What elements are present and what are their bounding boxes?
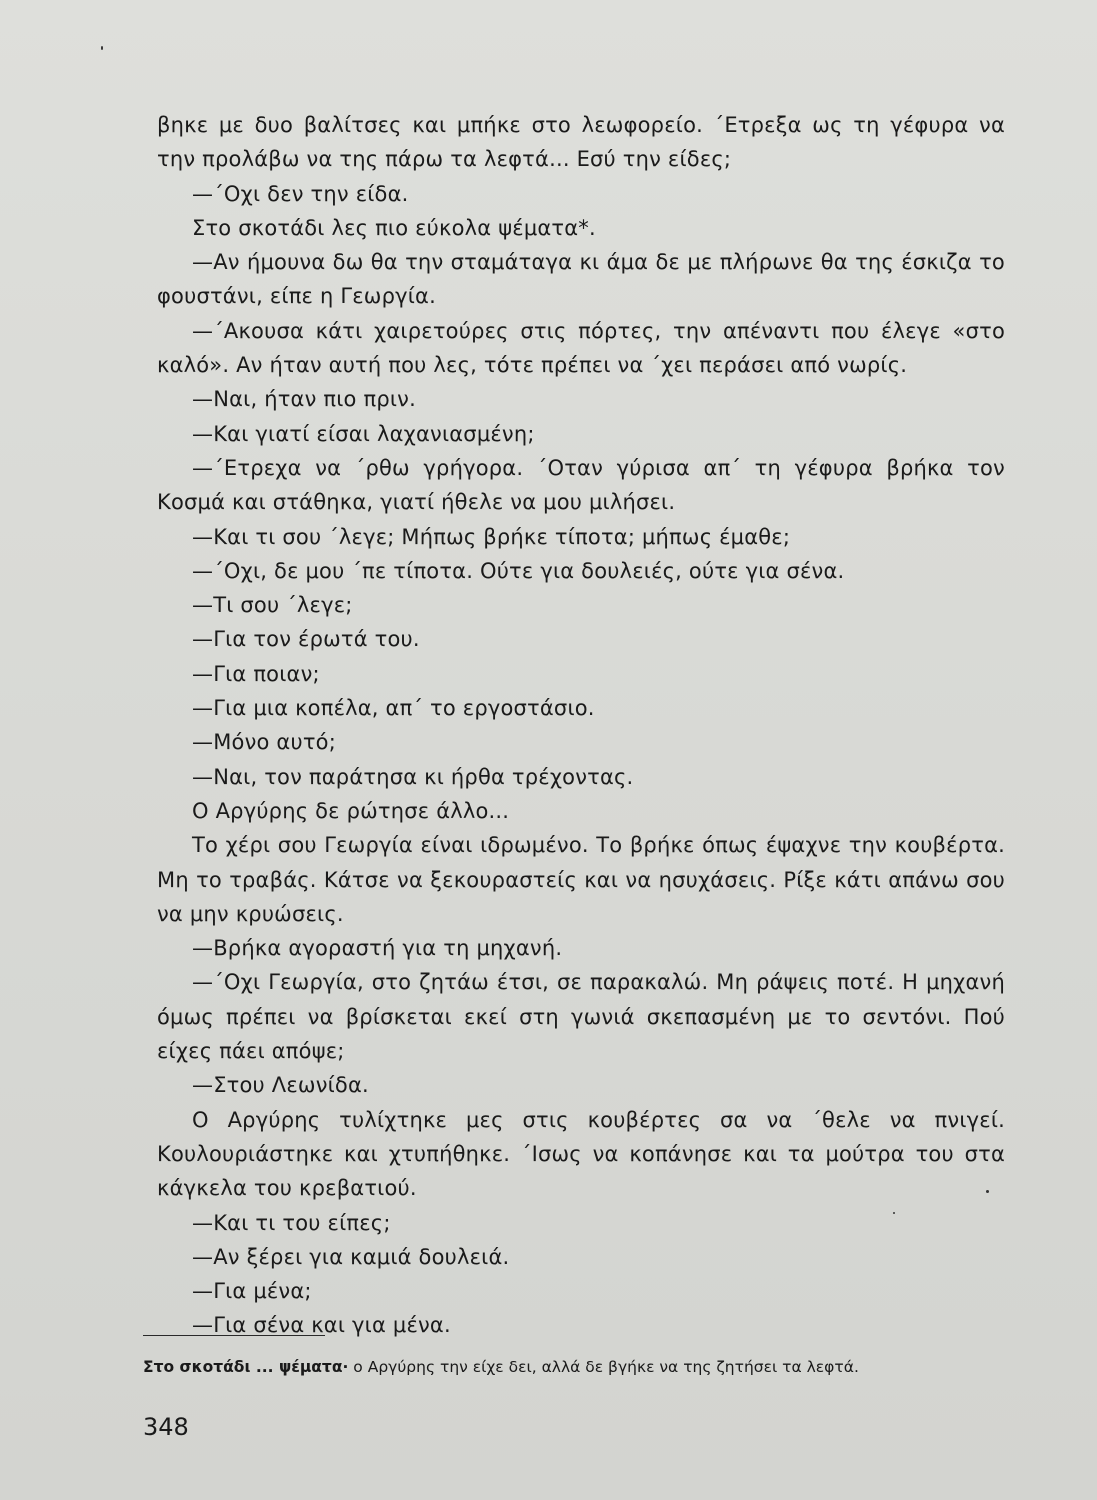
paragraph: —Για σένα και για μένα. (192, 1313, 451, 1338)
paragraph: Το χέρι σου Γεωργία είναι ιδρωμένο. Το βρήκε όπως έψαχνε την κουβέρτα. Μη το τραβάς. Κάτσε να ξεκουραστείς και να ησυχάσεις. Ρίξε κάτι απάνω σου να μην κρυώσεις. (157, 833, 1005, 926)
paragraph: Ο Αργύρης τυλίχτηκε μες στις κουβέρτες σα να ΄θελε να πνιγεί. Κουλουριάστηκε και χτυπήθηκε. ΄Ισως να κοπάνησε και τα μούτρα του στα κάγκελα του κρεβατιού. (157, 1107, 1005, 1201)
paragraph: —Αν ξέρει για καμιά δουλειά. (192, 1244, 510, 1269)
footnote-reference: Στο σκοτάδι ... ψέματα· (143, 1358, 349, 1376)
paragraph: —΄Οχι Γεωργία, στο ζητάω έτσι, σε παρακαλώ. Μη ράψεις ποτέ. Η μηχανή όμως πρέπει να βρίσκεται εκεί στη γωνιά σκεπασμένη με το σεντόνι. Πού είχες πάει απόψε; (157, 970, 1005, 1064)
paragraph: —Ναι, ήταν πιο πριν. (192, 387, 416, 412)
paragraph: —Στου Λεωνίδα. (192, 1073, 369, 1098)
footnote (143, 1356, 1023, 1378)
paragraph: —Για μένα; (192, 1279, 312, 1304)
paper-speck (101, 46, 103, 50)
paragraph: —Για ποιαν; (192, 661, 320, 686)
paragraph: —Για μια κοπέλα, απ΄ το εργοστάσιο. (192, 696, 595, 721)
paragraph: βηκε με δυο βαλίτσες και μπήκε στο λεωφορείο. ΄Ετρεξα ως τη γέφυρα να την προλάβω να της πάρω τα λεφτά... Εσύ την είδες; (157, 113, 1005, 172)
paragraph: —Αν ήμουνα δω θα την σταμάταγα κι άμα δε με πλήρωνε θα της έσκιζα το φουστάνι, είπε η Γεωργία. (157, 250, 1005, 309)
paragraph: —΄Οχι, δε μου ΄πε τίποτα. Ούτε για δουλειές, ούτε για σένα. (192, 558, 845, 583)
paragraph: —Τι σου ΄λεγε; (192, 593, 353, 618)
footnote-text: ο Αργύρης την είχε δει, αλλά δε βγήκε να της ζητήσει τα λεφτά. (348, 1358, 859, 1376)
paragraph: Ο Αργύρης δε ρώτησε άλλο... (192, 798, 510, 823)
paper-speck (986, 1190, 989, 1193)
paragraph: —Βρήκα αγοραστή για τη μηχανή. (192, 936, 563, 961)
paper-speck (893, 1212, 895, 1214)
page-number: 348 (143, 1413, 189, 1441)
paragraph: —Και τι σου ΄λεγε; Μήπως βρήκε τίποτα; μήπως έμαθε; (192, 524, 791, 549)
paragraph: —Και γιατί είσαι λαχανιασμένη; (192, 421, 535, 446)
paragraph: —Μόνο αυτό; (192, 730, 336, 755)
footnote-divider (143, 1335, 325, 1336)
paragraph: —Ναι, τον παράτησα κι ήρθα τρέχοντας. (192, 764, 634, 789)
paragraph: —΄Ετρεχα να ΄ρθω γρήγορα. ΄Οταν γύρισα απ΄ τη γέφυρα βρήκα τον Κοσμά και στάθηκα, γιατί ήθελε να μου μιλήσει. (157, 455, 1005, 515)
main-text (157, 108, 1005, 1343)
paragraph: —Και τι του είπες; (192, 1210, 391, 1235)
paragraph: —Για τον έρωτά του. (192, 627, 420, 652)
paragraph: Στο σκοτάδι λες πιο εύκολα ψέματα*. (192, 215, 596, 240)
paragraph: —΄Ακουσα κάτι χαιρετούρες στις πόρτες, την απέναντι που έλεγε «στο καλό». Αν ήταν αυτή που λες, τότε πρέπει να ΄χει περάσει από νωρίς. (157, 318, 1005, 378)
paragraph: —΄Οχι δεν την είδα. (192, 181, 409, 206)
